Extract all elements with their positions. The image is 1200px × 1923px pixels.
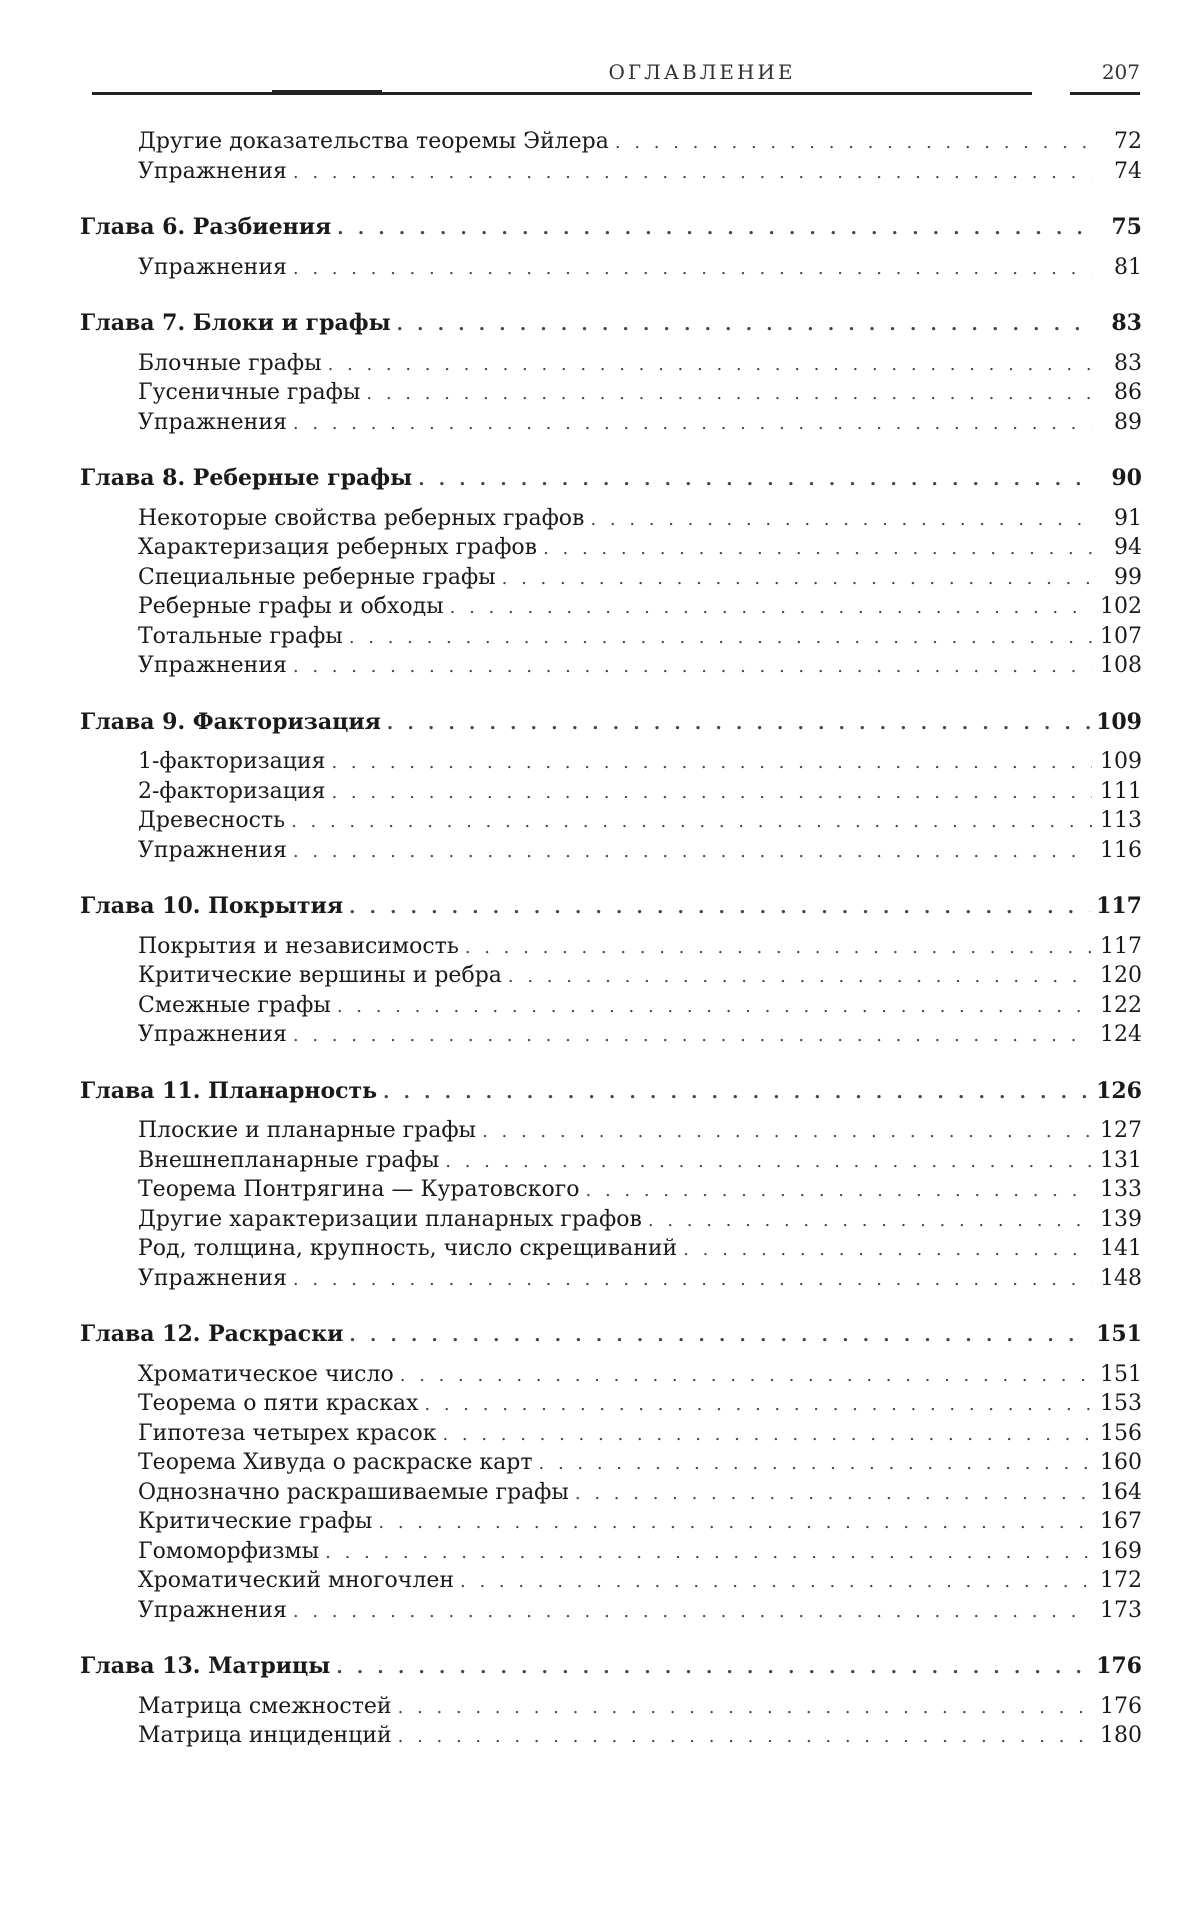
section-page: 156 [1100, 1420, 1142, 1446]
section-page: 83 [1114, 350, 1142, 376]
dot-leader [293, 653, 1092, 682]
toc-section-row [80, 564, 1142, 594]
dot-leader [482, 1118, 1092, 1147]
dot-leader [325, 1539, 1092, 1568]
section-title: Критические графы [138, 1509, 373, 1534]
section-page: 116 [1100, 837, 1142, 863]
section-title: Хроматическое число [138, 1361, 394, 1387]
section-page: 113 [1100, 808, 1142, 833]
toc-section-row [80, 379, 1142, 409]
section-page: 102 [1100, 594, 1142, 619]
table-of-contents [80, 128, 1142, 1778]
dot-leader [331, 779, 1092, 808]
section-title: Реберные графы и обходы [138, 594, 444, 619]
toc-section-row [80, 992, 1142, 1022]
toc-group [80, 892, 1142, 1051]
section-title: Покрытия и независимость [138, 933, 459, 959]
dot-leader [378, 1509, 1092, 1538]
section-title: 2-факторизация [138, 778, 326, 804]
dot-leader [543, 535, 1092, 564]
dot-leader [648, 1207, 1092, 1236]
header-page-rule [1070, 92, 1140, 95]
section-page: 86 [1114, 380, 1142, 405]
toc-chapter-row [80, 1320, 1142, 1351]
dot-leader [397, 311, 1092, 340]
section-page: 172 [1100, 1568, 1142, 1593]
section-title: Теорема о пяти красках [138, 1391, 419, 1416]
toc-section-row [80, 1235, 1142, 1265]
section-title: Упражнения [138, 653, 287, 678]
section-title: Хроматический многочлен [138, 1568, 455, 1593]
toc-section-row [80, 933, 1142, 963]
chapter-page: 117 [1096, 893, 1142, 919]
toc-section-row [80, 652, 1142, 682]
dot-leader [539, 1450, 1093, 1479]
dot-leader [575, 1480, 1092, 1509]
toc-section-row [80, 1449, 1142, 1479]
dot-leader [291, 808, 1092, 837]
dot-leader [331, 749, 1092, 778]
chapter-title: Глава 13. Матрицы [80, 1653, 331, 1679]
section-page: 111 [1100, 778, 1142, 804]
section-page: 164 [1100, 1479, 1142, 1505]
toc-section-row [80, 1420, 1142, 1450]
chapter-title: Глава 11. Планарность [80, 1077, 378, 1104]
toc-section-row [80, 748, 1142, 778]
dot-leader [615, 129, 1092, 158]
dot-leader [590, 506, 1092, 535]
section-title: Блочные графы [138, 350, 322, 376]
toc-section-row [80, 1538, 1142, 1568]
section-page: 169 [1100, 1538, 1142, 1564]
section-title: Тотальные графы [138, 623, 343, 649]
toc-section-row [80, 807, 1142, 837]
toc-group [80, 128, 1142, 187]
toc-group [80, 1320, 1142, 1626]
dot-leader [398, 1694, 1092, 1723]
toc-section-row [80, 1147, 1142, 1177]
section-title: Теорема Хивуда о раскраске карт [138, 1450, 533, 1475]
dot-leader [424, 1391, 1092, 1420]
dot-leader [366, 380, 1092, 409]
dot-leader [465, 934, 1092, 963]
section-title: Смежные графы [138, 992, 331, 1018]
toc-section-row [80, 1361, 1142, 1391]
dot-leader [293, 255, 1092, 284]
toc-section-row [80, 1567, 1142, 1597]
toc-section-row [80, 1693, 1142, 1723]
section-title: Упражнения [138, 254, 287, 280]
dot-leader [418, 466, 1092, 495]
toc-group [80, 309, 1142, 438]
dot-leader [328, 351, 1092, 380]
section-title: Однозначно раскрашиваемые графы [138, 1479, 569, 1505]
chapter-title: Глава 7. Блоки и графы [80, 310, 391, 336]
chapter-title: Глава 9. Факторизация [80, 708, 381, 735]
section-title: Упражнения [138, 158, 287, 184]
dot-leader [442, 1421, 1092, 1450]
dot-leader [508, 963, 1092, 992]
header-page-number: 207 [1101, 60, 1140, 84]
toc-section-row [80, 350, 1142, 380]
section-page: 139 [1100, 1206, 1142, 1232]
dot-leader [586, 1177, 1092, 1206]
dot-leader [349, 624, 1092, 653]
toc-section-row [80, 1597, 1142, 1627]
section-title: Древесность [138, 808, 286, 833]
section-page: 131 [1100, 1147, 1142, 1173]
section-page: 153 [1100, 1391, 1142, 1416]
dot-leader [683, 1236, 1092, 1265]
chapter-page: 151 [1096, 1321, 1142, 1347]
section-title: Матрица смежностей [138, 1693, 392, 1719]
chapter-title: Глава 10. Покрытия [80, 893, 344, 919]
section-title: Специальные реберные графы [138, 564, 496, 590]
section-page: 89 [1114, 409, 1142, 435]
toc-section-row [80, 1117, 1142, 1147]
section-page: 124 [1100, 1022, 1142, 1047]
toc-section-row [80, 623, 1142, 653]
toc-group [80, 1652, 1142, 1752]
toc-section-row [80, 962, 1142, 992]
section-title: Матрица инциденций [138, 1723, 392, 1748]
toc-section-row [80, 1390, 1142, 1420]
toc-chapter-row [80, 708, 1142, 739]
section-page: 109 [1100, 749, 1142, 774]
section-page: 127 [1100, 1118, 1142, 1143]
toc-section-row [80, 1722, 1142, 1752]
toc-section-row [80, 1508, 1142, 1538]
toc-chapter-row [80, 309, 1142, 340]
section-page: 91 [1114, 505, 1142, 531]
section-title: 1-факторизация [138, 749, 326, 774]
toc-section-row [80, 1265, 1142, 1295]
section-page: 160 [1100, 1450, 1142, 1475]
section-page: 74 [1114, 158, 1142, 184]
section-page: 141 [1100, 1236, 1142, 1261]
section-page: 180 [1100, 1723, 1142, 1748]
section-title: Другие доказательства теоремы Эйлера [138, 129, 609, 154]
section-title: Характеризация реберных графов [138, 535, 538, 560]
chapter-page: 90 [1111, 465, 1142, 491]
section-page: 72 [1114, 129, 1142, 154]
dot-leader [450, 594, 1092, 623]
chapter-page: 83 [1111, 310, 1142, 336]
dot-leader [293, 410, 1092, 439]
chapter-page: 126 [1096, 1077, 1142, 1104]
section-page: 173 [1100, 1597, 1142, 1623]
toc-chapter-row [80, 892, 1142, 923]
dot-leader [349, 1322, 1090, 1351]
toc-section-row [80, 1206, 1142, 1236]
dot-leader [445, 1148, 1092, 1177]
section-title: Гомоморфизмы [138, 1538, 320, 1564]
section-page: 81 [1114, 254, 1142, 280]
dot-leader [337, 215, 1092, 244]
section-title: Упражнения [138, 409, 287, 435]
running-header [92, 54, 1140, 94]
chapter-title: Глава 6. Разбиения [80, 214, 332, 240]
toc-section-row [80, 1176, 1142, 1206]
section-title: Упражнения [138, 1265, 287, 1291]
dot-leader [293, 838, 1092, 867]
toc-section-row [80, 505, 1142, 535]
section-page: 176 [1100, 1693, 1142, 1719]
toc-section-row [80, 778, 1142, 808]
chapter-title: Глава 8. Реберные графы [80, 465, 413, 491]
header-rule [92, 92, 1032, 95]
dot-leader [502, 565, 1092, 594]
dot-leader [293, 159, 1092, 188]
toc-group [80, 708, 1142, 867]
section-title: Род, толщина, крупность, число скрещиваний [138, 1236, 678, 1261]
dot-leader [460, 1568, 1092, 1597]
chapter-page: 75 [1111, 214, 1142, 240]
dot-leader [293, 1022, 1092, 1051]
section-title: Теорема Понтрягина — Куратовского [138, 1177, 580, 1202]
section-title: Внешнепланарные графы [138, 1147, 440, 1173]
section-page: 148 [1100, 1265, 1142, 1291]
dot-leader [293, 1598, 1092, 1627]
dot-leader [383, 1079, 1090, 1108]
toc-section-row [80, 837, 1142, 867]
section-page: 122 [1100, 992, 1142, 1018]
dot-leader [337, 993, 1092, 1022]
section-title: Критические вершины и ребра [138, 963, 502, 988]
section-title: Гипотеза четырех красок [138, 1420, 437, 1446]
section-page: 99 [1114, 564, 1142, 590]
section-title: Упражнения [138, 1597, 287, 1623]
section-page: 133 [1100, 1177, 1142, 1202]
section-page: 94 [1114, 535, 1142, 560]
toc-section-row [80, 158, 1142, 188]
chapter-page: 176 [1096, 1653, 1142, 1679]
section-page: 107 [1100, 623, 1142, 649]
toc-section-row [80, 1479, 1142, 1509]
section-page: 151 [1100, 1361, 1142, 1387]
toc-chapter-row [80, 213, 1142, 244]
toc-chapter-row [80, 1652, 1142, 1683]
toc-group [80, 213, 1142, 283]
toc-chapter-row [80, 464, 1142, 495]
toc-section-row [80, 534, 1142, 564]
section-title: Упражнения [138, 837, 287, 863]
section-page: 117 [1100, 933, 1142, 959]
toc-section-row [80, 409, 1142, 439]
dot-leader [293, 1266, 1092, 1295]
section-title: Гусеничные графы [138, 380, 361, 405]
toc-section-row [80, 1021, 1142, 1051]
section-title: Другие характеризации планарных графов [138, 1206, 642, 1232]
dot-leader [400, 1362, 1092, 1391]
section-title: Некоторые свойства реберных графов [138, 505, 585, 531]
section-page: 108 [1100, 653, 1142, 678]
section-title: Плоские и планарные графы [138, 1118, 477, 1143]
dot-leader [398, 1723, 1092, 1752]
dot-leader [387, 710, 1090, 739]
chapter-title: Глава 12. Раскраски [80, 1321, 344, 1347]
section-title: Упражнения [138, 1022, 287, 1047]
chapter-page: 109 [1096, 708, 1142, 735]
toc-section-row [80, 593, 1142, 623]
toc-group [80, 1077, 1142, 1295]
toc-section-row [80, 254, 1142, 284]
dot-leader [336, 1654, 1090, 1683]
section-page: 120 [1100, 963, 1142, 988]
toc-section-row [80, 128, 1142, 158]
dot-leader [349, 894, 1090, 923]
section-page: 167 [1100, 1509, 1142, 1534]
toc-chapter-row [80, 1077, 1142, 1108]
header-title: ОГЛАВЛЕНИЕ [608, 60, 796, 84]
toc-group [80, 464, 1142, 682]
